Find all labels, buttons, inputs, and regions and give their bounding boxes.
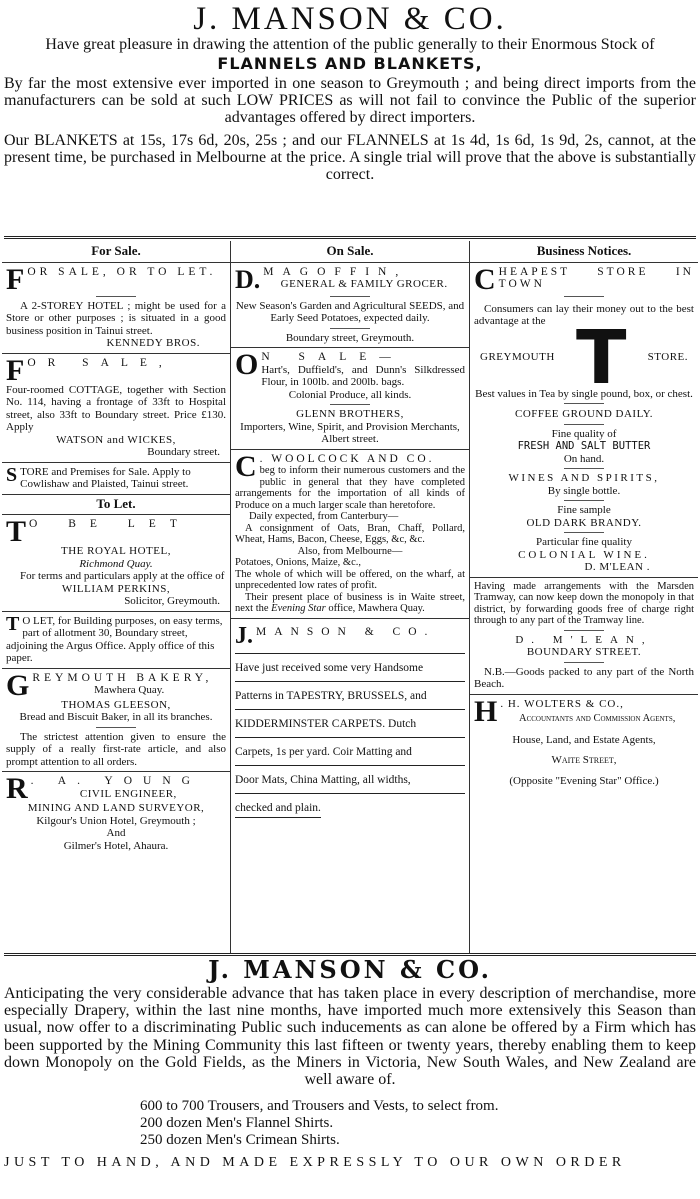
header-divider [4, 236, 696, 239]
list-item: 250 dozen Men's Crimean Shirts. [140, 1132, 340, 1149]
ad-body: Consumers can lay their money out to the best advantage at the [474, 302, 694, 327]
short-rule [564, 424, 604, 425]
ad-body: Four-roomed COTTAGE, together with Section No. 114, having a frontage of 33ft to Hospital street, also 33ft to Boundary street. Price £130. Apply [6, 383, 226, 433]
ad-subheading: Accountants and Commission Agents, [518, 713, 676, 724]
ad-line: Door Mats, China Matting, all widths, [235, 766, 465, 794]
ad-bakery [6, 672, 226, 769]
ad-heading: HEAPEST STORE IN TOWN [498, 265, 694, 290]
ad-heading: MAGOFFIN, [263, 265, 408, 278]
column-heading: For Sale. [91, 243, 141, 258]
big-t-logo: T [575, 314, 627, 401]
short-rule [564, 468, 604, 469]
ad-name: GLENN BROTHERS, [296, 408, 404, 420]
drop-cap: R [6, 775, 28, 802]
ad-heading: OR SALE, OR TO LET. [27, 265, 217, 278]
ad-line: And [106, 827, 126, 839]
divider [470, 262, 698, 263]
ad-cheapest-store [474, 266, 694, 574]
ad-signature-line: Solicitor, Greymouth. [124, 595, 220, 607]
page-title: J. MANSON & CO. [193, 1, 507, 37]
ad-heading: REYMOUTH BAKERY, [32, 671, 213, 684]
drop-cap: G [6, 671, 30, 699]
ad-line: CIVIL ENGINEER, [79, 787, 177, 800]
ad-signature: WILLIAM PERKINS, [61, 582, 171, 595]
ad-line: COLONIAL WINE. [518, 548, 650, 561]
ad-line: On hand. [563, 452, 605, 465]
ad-subheading: GENERAL & FAMILY GROCER. [280, 278, 448, 290]
ad-line: Carpets, 1s per yard. Coir Matting and [235, 738, 465, 766]
ad-store-for-sale [6, 466, 226, 491]
ad-for-sale-hotel [6, 266, 226, 350]
ad-body [235, 592, 465, 615]
divider [2, 611, 230, 612]
drop-cap: C [474, 265, 496, 293]
footer [0, 955, 700, 1171]
short-rule [330, 404, 370, 405]
ad-place: Mawhera Quay. [94, 684, 165, 696]
ad-line: GREYMOUTH [480, 351, 555, 364]
ad-body-italic: Evening Star [271, 603, 326, 614]
short-rule [330, 296, 370, 297]
ad-mclean-tramway [474, 581, 694, 691]
column-heading: On Sale. [326, 243, 374, 258]
ad-line: Bread and Biscuit Baker, in all its branches. [19, 711, 213, 723]
ad-body: beg to inform their numerous customers and the public in general that they have completed arrangements for the importation of all kinds of Produce on a much larger scale than heretofore. [235, 465, 465, 511]
ad-heading: . A. YOUNG [30, 775, 201, 787]
ad-body-part: office, Mawhera Quay. [325, 603, 425, 614]
ad-body: O LET, for Building purposes, on easy terms, part of allotment 30, Boundary street, adjoining the Argus Office. Apply office of this paper. [6, 614, 223, 664]
ad-heading: . WOOLCOCK AND CO. [259, 452, 435, 465]
ad-heading: MANSON & CO. [256, 625, 436, 638]
ad-body: New Season's Garden and Agricultural SEEDS, and [235, 299, 465, 312]
ad-body: Having made arrangements with the Marsden Tramway, can now keep down the monopoly in that district, by forwarding goods free of charge right through to any part of the Tramway line. [474, 580, 694, 626]
divider [470, 694, 698, 695]
ad-manson-carpets [235, 622, 465, 818]
ad-body: The whole of which will be offered, on the wharf, at unprecedented low rates of profit. [235, 568, 465, 591]
ad-surveyor [6, 775, 226, 852]
ad-line: Have just received some very Handsome [235, 654, 465, 682]
divider [231, 262, 469, 263]
ad-body: Hart's, Duffield's, and Dunn's Silkdressed Flour, in 100lb. and 200lb. bags. [261, 363, 465, 388]
ad-signature: WATSON and WICKES, [56, 433, 176, 446]
drop-cap: T [6, 518, 27, 545]
ad-line: Best values in Tea by single pound, box, or chest. [475, 387, 693, 400]
ad-woolcock [235, 453, 465, 615]
drop-cap: S [6, 465, 18, 486]
drop-cap: O [235, 351, 259, 381]
divider [231, 618, 469, 619]
ad-heading: OR SALE, [27, 356, 174, 369]
ad-name: THOMAS GLEESON, [61, 698, 171, 711]
divider [2, 771, 230, 772]
divider [2, 514, 230, 515]
ad-royal-hotel [6, 518, 226, 608]
ad-line: Particular fine quality [536, 536, 632, 548]
ad-body: The strictest attention given to ensure the supply of a really first-rate article, and also prompt attention to all orders. [6, 730, 226, 768]
ad-line: (Opposite "Evening Star" Office.) [509, 774, 659, 787]
ad-body: Daily expected, from Canterbury— [249, 511, 399, 522]
ad-heading: N SALE— [261, 351, 404, 363]
header [0, 2, 700, 183]
ad-line: Colonial Produce, all kinds. [288, 388, 412, 401]
short-rule [564, 532, 604, 533]
divider [231, 347, 469, 348]
ad-signature: D. M'LEAN . [584, 561, 650, 573]
columns [2, 241, 698, 953]
ad-body: For terms and particulars apply at the office of [20, 570, 225, 582]
ad-body-part: Their present place of business is in Waite street, next the [235, 591, 465, 614]
column-for-sale [2, 241, 231, 953]
ad-body: Potatoes, Onions, Maize, &c., [235, 557, 361, 568]
ad-line: MINING AND LAND SURVEYOR, [27, 802, 205, 814]
ad-on-sale-flour [235, 351, 465, 446]
ad-place: Richmond Quay. [79, 557, 153, 570]
short-rule [564, 403, 604, 404]
ad-line: WINES AND SPIRITS, [508, 472, 660, 484]
footer-list [0, 1098, 700, 1149]
ad-line: FRESH AND SALT BUTTER [517, 440, 651, 452]
divider [2, 262, 230, 263]
header-para-2: Our BLANKETS at 15s, 17s 6d, 20s, 25s ; and our FLANNELS at 1s 4d, 1s 6d, 1s 9d, 2s, cannot, at the present time, be purchased in Melbourne at the price. A single trial will prove that the above is substantially correct. [4, 132, 696, 183]
ad-line: Waite Street, [551, 754, 617, 766]
divider [231, 449, 469, 450]
ad-name: THE ROYAL HOTEL, [61, 545, 171, 557]
ad-line: OLD DARK BRANDY. [526, 516, 642, 529]
ad-line: Patterns in TAPESTRY, BRUSSELS, and [235, 682, 465, 710]
divider [2, 462, 230, 463]
ad-line: STORE. [647, 351, 688, 364]
footer-para: Anticipating the very considerable advance that has taken place in every description of merchandise, more especially Drapery, within the last nine months, have imported much more extensively this Season than usual, now offer to a discriminating Public such inducements as can alone be offered by a Firm which has been supported by the Mining Community this last fifteen or twenty years, thereby enabling them to keep down Monopoly on the Gold Fields, as the Miners in Victoria, New South Wales, and New Zealand are well aware of. [4, 985, 696, 1089]
ad-line: Gilmer's Hotel, Ahaura. [63, 839, 169, 852]
ad-line: Fine quality of [551, 427, 617, 440]
drop-cap: F [6, 265, 25, 293]
column-heading: To Let. [96, 495, 136, 511]
ad-wolters [474, 698, 694, 788]
short-rule [564, 500, 604, 501]
ad-magoffin [235, 266, 465, 345]
ad-signature-line: Boundary street. [147, 446, 220, 458]
header-subtitle: FLANNELS AND BLANKETS, [217, 54, 483, 73]
list-item: 200 dozen Men's Flannel Shirts. [140, 1115, 334, 1132]
short-rule [564, 630, 604, 631]
short-rule [330, 328, 370, 329]
short-rule [564, 296, 604, 297]
column-on-sale [231, 241, 470, 953]
column-heading: Business Notices. [536, 243, 632, 258]
ad-line: KIDDERMINSTER CARPETS. Dutch [235, 710, 465, 738]
divider [2, 353, 230, 354]
ad-signature: Importers, Wine, Spirit, and Provision Merchants, Albert street. [240, 420, 460, 445]
ad-name: D. M'LEAN, [515, 633, 653, 646]
ad-body-line: Early Seed Potatoes, expected daily. [270, 312, 430, 324]
drop-cap: T [6, 614, 20, 635]
ad-heading: O BE LET [29, 518, 191, 530]
divider [2, 668, 230, 669]
ad-line: House, Land, and Estate Agents, [512, 733, 656, 746]
short-rule [96, 727, 136, 728]
drop-cap: J. [235, 622, 253, 649]
ad-for-sale-cottage [6, 357, 226, 459]
list-item: 600 to 700 Trousers, and Trousers and Vests, to select from. [140, 1098, 499, 1115]
divider [470, 577, 698, 578]
ad-to-let-building [6, 615, 226, 665]
drop-cap: F [6, 356, 25, 384]
ad-address: BOUNDARY STREET. [526, 646, 642, 658]
drop-cap: D. [235, 265, 261, 293]
ad-signature: KENNEDY BROS. [106, 337, 200, 349]
divider [2, 494, 230, 495]
short-rule [564, 662, 604, 663]
ad-body: Also, from Melbourne— [297, 545, 403, 557]
ad-address: Boundary street, Greymouth. [285, 331, 415, 344]
ad-line: Kilgour's Union Hotel, Greymouth ; [36, 814, 196, 827]
ad-body: N.B.—Goods packed to any part of the North Beach. [474, 665, 694, 690]
ad-line: COFFEE GROUND DAILY. [515, 408, 653, 420]
header-intro: Have great pleasure in drawing the attention of the public generally to their Enormous Stock of [45, 36, 655, 53]
ad-body: TORE and Premises for Sale. Apply to Cowlishaw and Plaisted, Tainui street. [20, 465, 191, 490]
drop-cap: H [474, 697, 498, 726]
footer-final-line: JUST TO HAND, AND MADE EXPRESSLY TO OUR OWN ORDER [4, 1155, 626, 1171]
short-rule [96, 296, 136, 297]
header-para-1: By far the most extensive ever imported in one season to Greymouth ; and being direct imports from the manufacturers can be sold at such LOW PRICES as will not fail to convince the Public of the superior advantages offered by direct importers. [4, 75, 696, 126]
ad-body: A 2-STOREY HOTEL ; might be used for a Store or other purposes ; is situated in a good business position in Tainui street. [6, 299, 226, 337]
footer-banner: J. MANSON & CO. [208, 955, 492, 984]
ad-body: A consignment of Oats, Bran, Chaff, Pollard, Wheat, Hams, Bacon, Cheese, Eggs, &c, &c. [235, 522, 465, 545]
ad-line: Fine sample [557, 504, 611, 516]
drop-cap: C [235, 452, 257, 483]
ad-line: By single bottle. [547, 484, 621, 497]
column-business-notices [470, 241, 698, 953]
ad-heading: . H. WOLTERS & CO., [500, 697, 624, 710]
ad-line: checked and plain. [235, 794, 321, 818]
